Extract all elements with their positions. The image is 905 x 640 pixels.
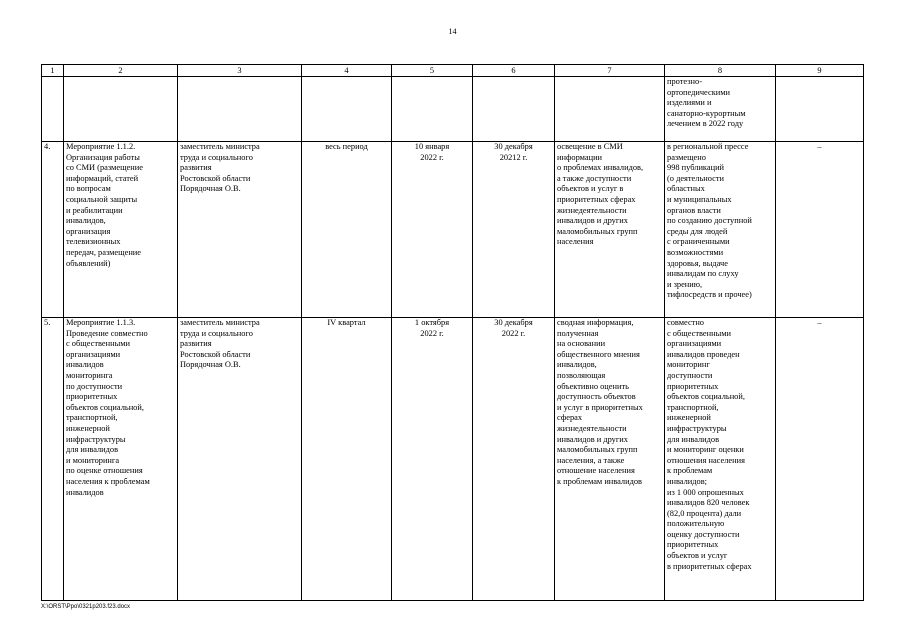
report-table	[41, 64, 864, 601]
file-path-footer: X:\ORST\Ppo\0321p203.f23.docx	[41, 604, 131, 610]
responsible-cell: заместитель министра труда и социального развития Ростовской области Порядочная О.В.	[178, 142, 302, 318]
expected-result-cell: освещение в СМИ информации о проблемах инвалидов, а также доступности объектов и услуг в приоритетных сферах жизнедеятельности инвалидов и других маломобильных групп населения	[555, 142, 665, 318]
empty-cell	[392, 77, 473, 142]
header-cell: 9	[776, 65, 864, 77]
table-row	[42, 318, 864, 601]
empty-cell	[178, 77, 302, 142]
activity-cell: Мероприятие 1.1.2. Организация работы со СМИ (размещение информаций, статей по вопросам социальной защиты и реабилитации инвалидов, организация телевизионных передач, размещение объявлений)	[64, 142, 178, 318]
actual-result-cell: протезно- ортопедическими изделиями и санаторно-курортным лечением в 2022 году	[665, 77, 776, 142]
empty-cell	[302, 77, 392, 142]
actual-result-cell: совместно с общественными организациями инвалидов проведен мониторинг доступности приоритетных объектов социальной, транспортной, инженерной инфраструктуры для инвалидов и мониторинг оценки отношения населения к проблемам инвалидов; из 1 000 опрошенных инвалидов 820 человек (82,0 процента) дали положительную оценку доступности приоритетных объектов и услуг в приоритетных сферах	[665, 318, 776, 601]
start-date-cell: 1 октября 2022 г.	[392, 318, 473, 601]
expected-result-cell: сводная информация, полученная на основании общественного мнения инвалидов, позволяющая объективно оценить доступность объектов и услуг в приоритетных сферах жизнедеятельности инвалидов и других маломобильных групп населения, а также отношение населения к проблемам инвалидов	[555, 318, 665, 601]
header-cell: 2	[64, 65, 178, 77]
end-date-cell: 30 декабря 20212 г.	[473, 142, 555, 318]
header-cell: 5	[392, 65, 473, 77]
continuation-row	[42, 77, 864, 142]
header-cell: 3	[178, 65, 302, 77]
end-date-cell: 30 декабря 2022 г.	[473, 318, 555, 601]
responsible-cell: заместитель министра труда и социального развития Ростовской области Порядочная О.В.	[178, 318, 302, 601]
header-cell: 1	[42, 65, 64, 77]
header-cell: 6	[473, 65, 555, 77]
note-cell: –	[776, 318, 864, 601]
note-cell: –	[776, 142, 864, 318]
empty-cell	[555, 77, 665, 142]
actual-result-cell: в региональной прессе размещено 998 публикаций (о деятельности областных и муниципальных органов власти по созданию доступной среды для людей с ограниченными возможностями здоровья, выдаче инвалидам по слуху и зрению, тифлосредств и прочее)	[665, 142, 776, 318]
period-cell: IV квартал	[302, 318, 392, 601]
empty-cell	[64, 77, 178, 142]
table-row	[42, 142, 864, 318]
row-number-cell: 4.	[42, 142, 64, 318]
empty-cell	[473, 77, 555, 142]
row-number-cell: 5.	[42, 318, 64, 601]
header-row	[42, 65, 864, 77]
period-cell: весь период	[302, 142, 392, 318]
empty-cell	[776, 77, 864, 142]
activity-cell: Мероприятие 1.1.3. Проведение совместно с общественными организациями инвалидов мониторинга по доступности приоритетных объектов социальной, транспортной, инженерной инфраструктуры для инвалидов и мониторинга по оценке отношения населения к проблемам инвалидов	[64, 318, 178, 601]
empty-cell	[42, 77, 64, 142]
header-cell: 7	[555, 65, 665, 77]
header-cell: 8	[665, 65, 776, 77]
start-date-cell: 10 января 2022 г.	[392, 142, 473, 318]
header-cell: 4	[302, 65, 392, 77]
page-number: 14	[448, 27, 457, 36]
